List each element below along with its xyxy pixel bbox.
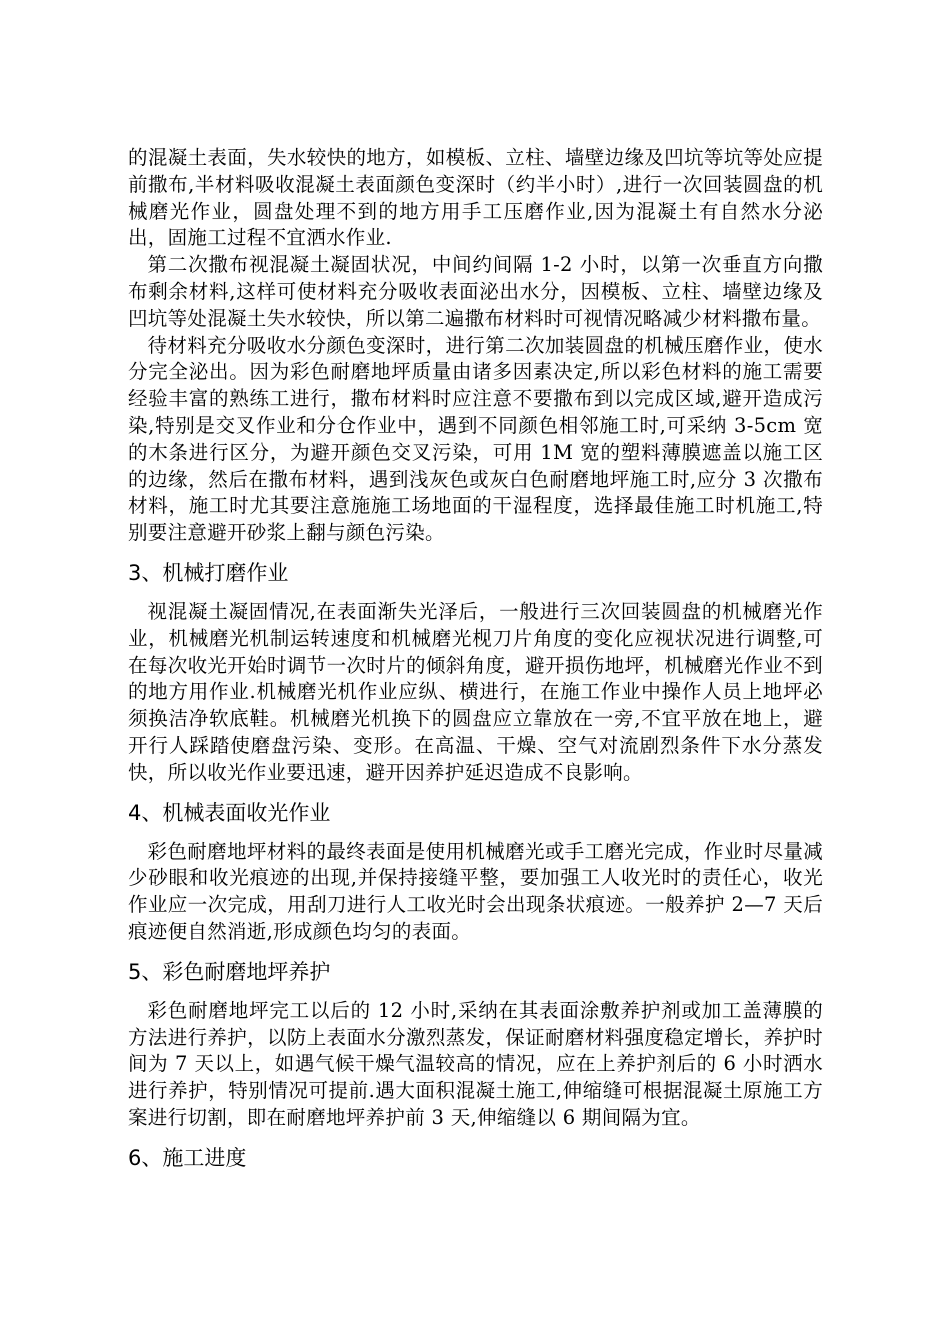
section-heading: 5、彩色耐磨地坪养护 — [128, 959, 331, 984]
body-paragraph: 第二次撒布视混凝土凝固状况，中间约间隔 1-2 小时，以第一次垂直方向撒布剩余材料,这样可使材料充分吸收表面泌出水分，因模板、立柱、墙壁边缘及凹坑等处混凝土失水较快，所以第二遍撒布材料时可视情况略减少材料撒布量。 — [128, 253, 823, 330]
body-paragraph: 待材料充分吸收水分颜色变深时，进行第二次加装圆盘的机械压磨作业，使水分完全泌出。因为彩色耐磨地坪质量由诸多因素决定,所以彩色材料的施工需要经验丰富的熟练工进行，撒布材料时应注意不要撒布到以完成区域,避开造成污染,特别是交叉作业和分仓作业中，遇到不同颜色相邻施工时,可采纳 3-5cm 宽的木条进行区分，为避开颜色交叉污染，可用 1M 宽的塑料薄膜遮盖以施工区的边缘，然后在撒布材料，遇到浅灰色或灰白色耐磨地坪施工时,应分 3 次撒布材料，施工时尤其要注意施施工场地面的干湿程度，选择最佳施工时机施工,特别要注意避开砂浆上翻与颜色污染。 — [128, 333, 823, 545]
body-paragraph: 的混凝土表面，失水较快的地方，如模板、立柱、墙壁边缘及凹坑等坑等处应提前撒布,半材料吸收混凝土表面颜色变深时（约半小时）,进行一次回装圆盘的机械磨光作业，圆盘处理不到的地方用手工压磨作业,因为混凝土有自然水分泌出，固施工过程不宜洒水作业. — [128, 146, 823, 250]
body-paragraph: 彩色耐磨地坪完工以后的 12 小时,采纳在其表面涂敷养护剂或加工盖薄膜的方法进行养护，以防上表面水分激烈蒸发，保证耐磨材料强度稳定增长，养护时间为 7 天以上，如遇气候干燥气温较高的情况，应在上养护剂后的 6 小时洒水进行养护，特别情况可提前.遇大面积混凝土施工,伸缩缝可根据混凝土原施工方案进行切割，即在耐磨地坪养护前 3 天,伸缩缝以 6 期间隔为宜。 — [128, 998, 823, 1129]
body-paragraph: 彩色耐磨地坪材料的最终表面是使用机械磨光或手工磨光完成，作业时尽量减少砂眼和收光痕迹的出现,并保持接缝平整，要加强工人收光时的责任心，收光作业应一次完成，用刮刀进行人工收光时会出现条状痕迹。一般养护 2—7 天后痕迹便自然消逝,形成颜色均匀的表面。 — [128, 839, 823, 943]
document-page — [128, 145, 823, 1184]
section-heading: 4、机械表面收光作业 — [128, 800, 331, 825]
body-paragraph: 视混凝土凝固情况,在表面渐失光泽后，一般进行三次回装圆盘的机械磨光作业，机械磨光机制运转速度和机械磨光枧刀片角度的变化应视状况进行调整,可在每次收光开始时调节一次时片的倾斜角度，避开损伤地坪，机械磨光作业不到的地方用作业.机械磨光机作业应纵、横进行，在施工作业中操作人员上地坪必须换洁净软底鞋。机械磨光机换下的圆盘应立靠放在一旁,不宜平放在地上，避开行人踩踏使磨盘污染、变形。在高温、干燥、空气对流剧烈条件下水分蒸发快，所以收光作业要迅速，避开因养护延迟造成不良影响。 — [128, 599, 823, 784]
section-heading: 6、施工进度 — [128, 1145, 247, 1170]
section-heading: 3、机械打磨作业 — [128, 560, 289, 585]
